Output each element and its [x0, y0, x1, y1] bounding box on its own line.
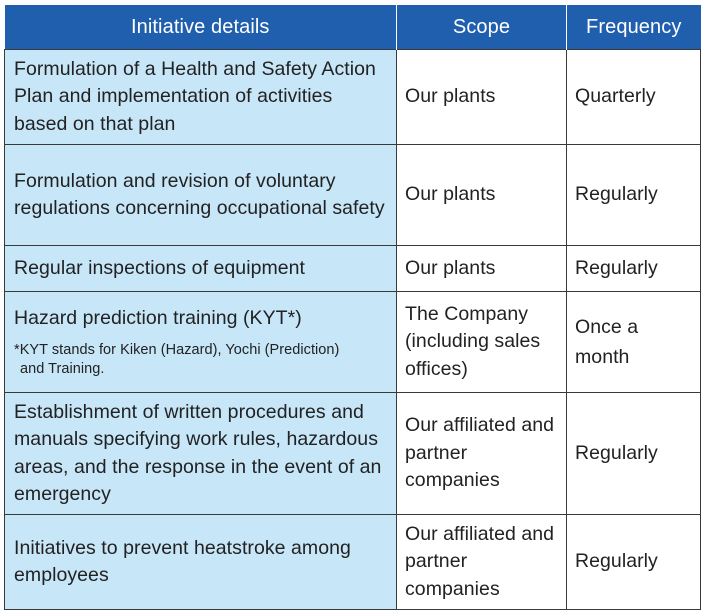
- initiative-detail-with-note: [5, 292, 397, 393]
- frequency-cell: Once a month: [567, 292, 701, 393]
- initiative-detail-text: Hazard prediction training (KYT*): [14, 307, 302, 330]
- scope-cell: Our plants: [397, 145, 567, 246]
- header-initiative-details: Initiative details: [5, 5, 397, 50]
- header-scope: Scope: [397, 5, 567, 50]
- initiatives-table: [4, 5, 701, 610]
- table-row: [5, 292, 701, 393]
- table-header-row: [5, 5, 701, 50]
- scope-cell: Our plants: [397, 50, 567, 145]
- table-row: [5, 515, 701, 610]
- frequency-cell: Quarterly: [567, 50, 701, 145]
- kyt-footnote: [14, 341, 388, 379]
- scope-cell: The Company (including sales offices): [397, 292, 567, 393]
- initiative-detail: Formulation of a Health and Safety Action Plan and implementation of activities based on that plan: [5, 50, 397, 145]
- initiative-detail: Regular inspections of equipment: [5, 246, 397, 292]
- frequency-cell: Regularly: [567, 246, 701, 292]
- table-row: [5, 393, 701, 515]
- table-row: [5, 246, 701, 292]
- frequency-cell: Regularly: [567, 515, 701, 610]
- header-frequency: Frequency: [567, 5, 701, 50]
- table-row: [5, 145, 701, 246]
- scope-cell: Our affiliated and partner companies: [397, 393, 567, 515]
- frequency-cell: Regularly: [567, 145, 701, 246]
- scope-cell: Our affiliated and partner companies: [397, 515, 567, 610]
- table-row: [5, 50, 701, 145]
- initiative-detail: Establishment of written procedures and manuals specifying work rules, hazardous areas, and the response in the event of an emergency: [5, 393, 397, 515]
- scope-cell: Our plants: [397, 246, 567, 292]
- initiative-detail: Initiatives to prevent heatstroke among employees: [5, 515, 397, 610]
- initiative-detail: Formulation and revision of voluntary regulations concerning occupational safety: [5, 145, 397, 246]
- frequency-cell: Regularly: [567, 393, 701, 515]
- footnote-line-1: *KYT stands for Kiken (Hazard), Yochi (Prediction): [14, 341, 340, 358]
- footnote-line-2: and Training.: [20, 360, 105, 377]
